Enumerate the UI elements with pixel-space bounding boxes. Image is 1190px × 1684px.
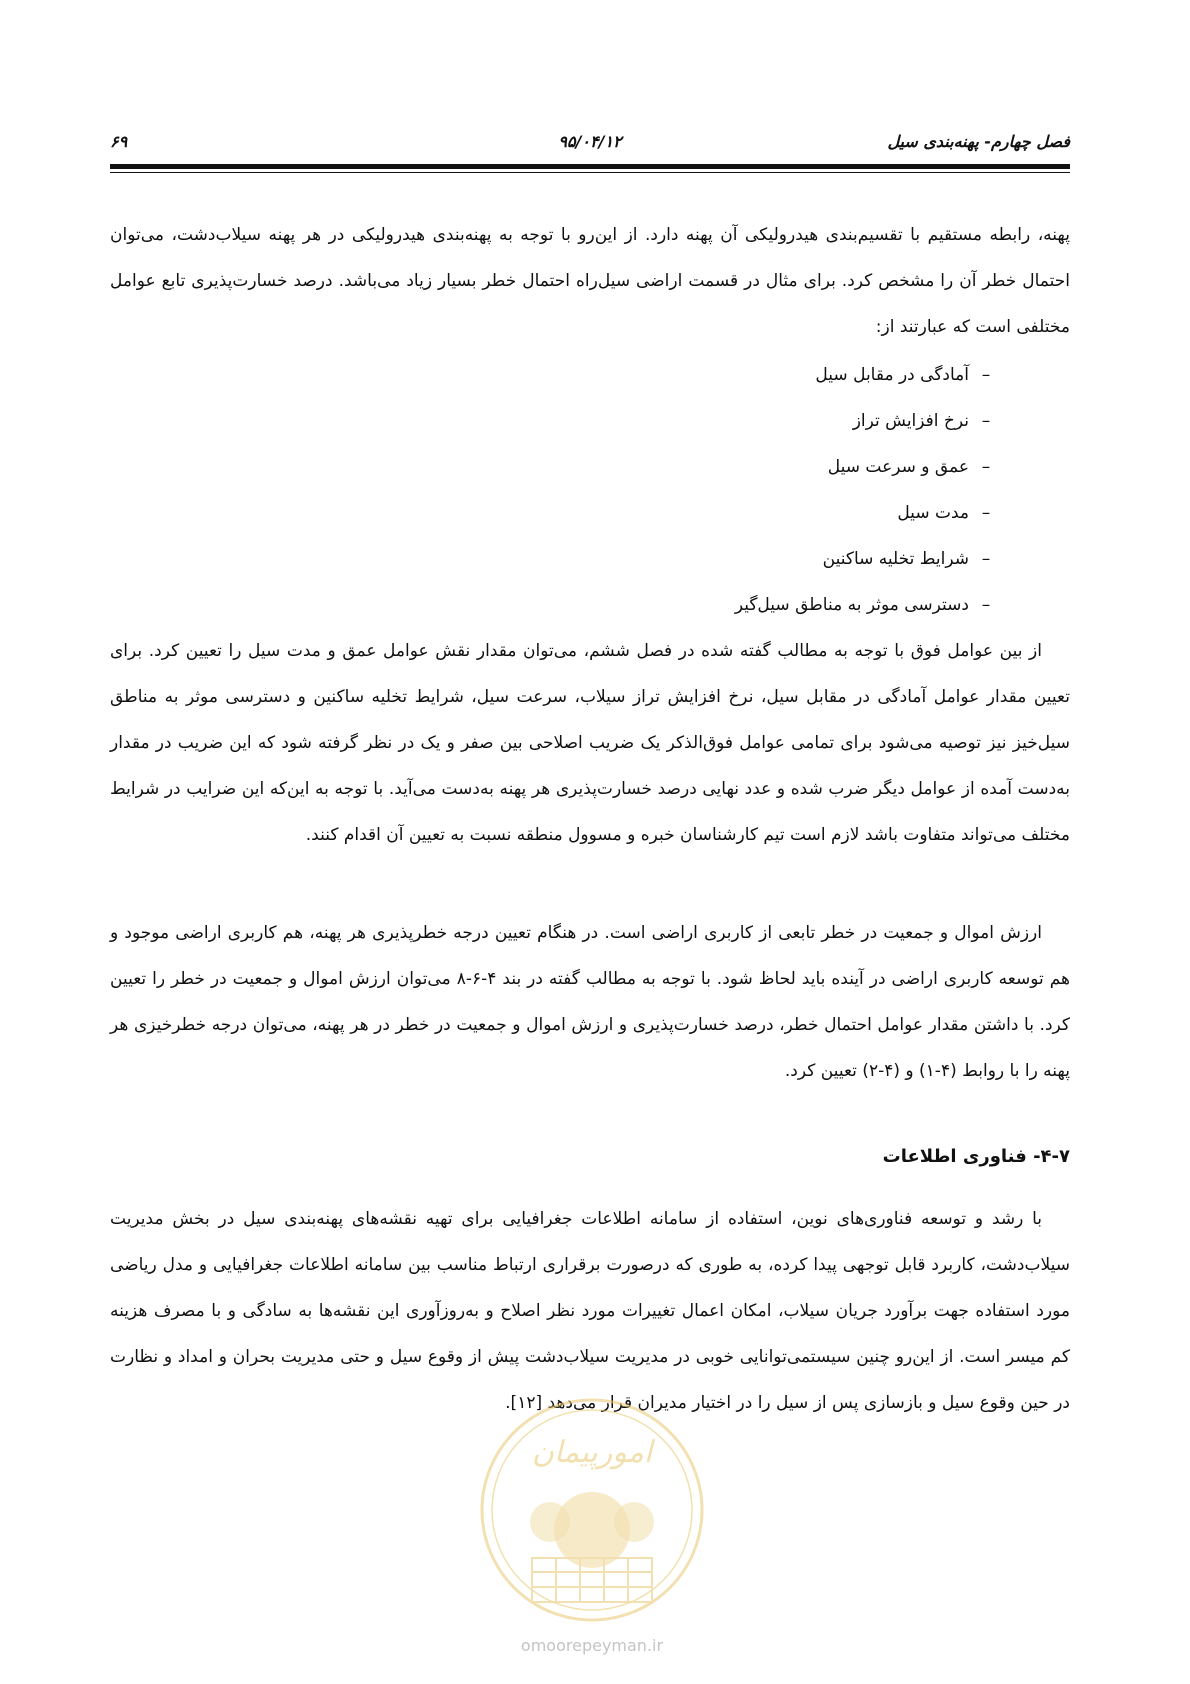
list-item-label: مدت سیل	[897, 503, 969, 523]
paragraph-asset-value: ارزش اموال و جمعیت در خطر تابعی از کاربری اراضی است. در هنگام تعیین درجه خطرپذیری هر پهنه، هم کاربری اراضی موجود و هم توسعه کاربری اراضی در آینده باید لحاظ شود. با توجه به مطالب گفته در بند ۴-۶-۸ می‌توان ارزش اموال و جمعیت در خطر را تعیین کرد. با داشتن مقدار عوامل احتمال خطر، درصد خسارت‌پذیری و ارزش اموال و جمعیت در خطر در هر پهنه، می‌توان درجه خطرخیزی هر پهنه را با روابط (۴-۱) و (۴-۲) تعیین کرد.	[110, 923, 1070, 1081]
list-marker: –	[981, 411, 991, 431]
page-number: ۶۹	[110, 132, 128, 151]
header-rule-thin	[110, 172, 1070, 173]
seal-text: امورپیمان	[531, 1435, 653, 1470]
paragraph-gis: با رشد و توسعه فناوری‌های نوین، استفاده از سامانه اطلاعات جغرافیایی برای تهیه نقشه‌های پهنه‌بندی سیل در بخش مدیریت سیلاب‌دشت، کاربرد قابل توجهی پیدا کرده، به طوری که درصورت برقراری ارتباط مناسب بین سامانه اطلاعات جغرافیایی و مدل ریاضی مورد استفاده جهت برآورد جریان سیلاب، امکان اعمال تغییرات مورد نظر اصلاح و به‌روزآوری این نقشه‌ها به سادگی و با مصرف هزینه کم میسر است. از این‌رو چنین سیستمی‌توانایی خوبی در مدیریت سیلاب‌دشت پیش از وقوع سیل و حتی مدیریت بحران و امداد و نظارت در حین وقوع سیل و بازسازی پس از سیل را در اختیار مدیران قرار می‌دهد [۱۲].	[110, 1209, 1070, 1413]
list-item	[110, 582, 1003, 628]
list-item-label: آمادگی در مقابل سیل	[815, 365, 969, 385]
watermark-site: omoorepeyman.ir	[520, 1636, 664, 1655]
header-date: ۹۵/۰۴/۱۲	[558, 132, 622, 151]
list-marker: –	[981, 549, 991, 569]
page-header	[110, 128, 1070, 158]
seal-logo-icon	[472, 1390, 712, 1630]
list-item	[110, 352, 1003, 398]
list-item	[110, 536, 1003, 582]
list-marker: –	[981, 365, 991, 385]
list-item-label: نرخ افزایش تراز	[852, 411, 969, 431]
list-item-label: دسترسی موثر به مناطق سیل‌گیر	[734, 595, 969, 615]
section-heading: ۴-۷- فناوری اطلاعات	[882, 1146, 1070, 1167]
list-item-label: عمق و سرعت سیل	[827, 457, 969, 477]
header-rule-thick	[110, 164, 1070, 169]
paragraph-factors-analysis: از بین عوامل فوق با توجه به مطالب گفته شده در فصل ششم، می‌توان مقدار نقش عوامل عمق و مدت سیل را تعیین کرد. برای تعیین مقدار عوامل آمادگی در مقابل سیل، نرخ افزایش تراز سیلاب، سرعت سیل، شرایط تخلیه ساکنین و دسترسی موثر به مناطق سیل‌خیز نیز توصیه می‌شود برای تمامی عوامل فوق‌الذکر یک ضریب اصلاحی بین صفر و یک در نظر گرفته شود که این ضریب در مقدار به‌دست آمده از عوامل دیگر ضرب شده و عدد نهایی درصد خسارت‌پذیری هر پهنه به‌دست می‌آید. با توجه به این‌که این ضرایب در شرایط مختلف می‌تواند متفاوت باشد لازم است تیم کارشناسان خبره و مسوول منطقه نسبت به تعیین آن اقدام کنند.	[110, 641, 1070, 845]
chapter-title: فصل چهارم- پهنه‌بندی سیل	[887, 132, 1070, 151]
factor-list	[110, 352, 1003, 628]
list-item	[110, 398, 1003, 444]
list-marker: –	[981, 457, 991, 477]
list-item	[110, 444, 1003, 490]
paragraph-intro: پهنه، رابطه مستقیم با تقسیم‌بندی هیدرولیکی آن پهنه دارد. از این‌رو با توجه به پهنه‌بندی هیدرولیکی در هر پهنه سیلاب‌دشت، می‌توان احتمال خطر آن را مشخص کرد. برای مثال در قسمت اراضی سیل‌راه احتمال خطر بسیار زیاد می‌باشد. درصد خسارت‌پذیری تابع عوامل مختلفی است که عبارتند از:	[110, 225, 1070, 337]
list-marker: –	[981, 503, 991, 523]
list-item	[110, 490, 1003, 536]
list-item-label: شرایط تخلیه ساکنین	[822, 549, 969, 569]
list-marker: –	[981, 595, 991, 615]
